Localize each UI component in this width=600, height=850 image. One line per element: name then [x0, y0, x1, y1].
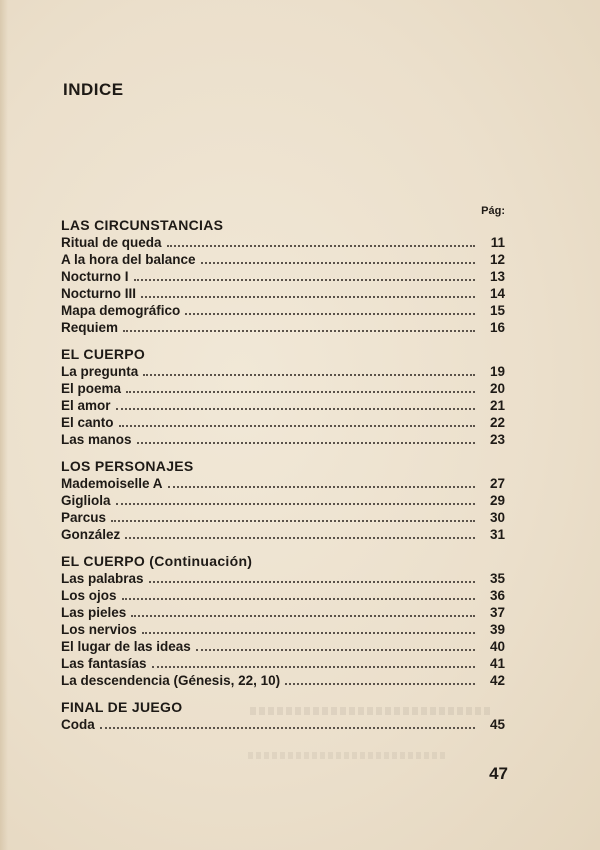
dot-leader	[141, 296, 475, 298]
entry-page-number: 12	[489, 252, 505, 267]
toc-entry	[61, 431, 505, 448]
dot-leader	[196, 649, 475, 651]
entry-title: La descendencia (Génesis, 22, 10)	[61, 673, 281, 688]
entry-page-number: 40	[489, 639, 505, 654]
toc-entry	[61, 526, 505, 543]
entry-title: Mapa demográfico	[61, 303, 181, 318]
entry-page-number: 37	[489, 605, 505, 620]
page-edge-shadow	[0, 0, 8, 850]
entry-title: Mademoiselle A	[61, 476, 163, 491]
toc-entry	[61, 604, 505, 621]
toc-section	[61, 216, 505, 336]
entry-page-number: 11	[490, 235, 505, 250]
entry-page-number: 21	[489, 398, 505, 413]
dot-leader	[142, 632, 475, 634]
dot-leader	[126, 391, 475, 393]
entry-title: Parcus	[61, 510, 107, 525]
dot-leader	[123, 330, 475, 332]
page-number: 47	[489, 764, 508, 783]
entry-title: Nocturno III	[61, 286, 136, 301]
entry-page-number: 30	[489, 510, 505, 525]
toc-entry	[61, 621, 505, 638]
entry-page-number: 39	[489, 622, 505, 637]
entry-title: Las palabras	[61, 571, 144, 586]
table-of-contents	[61, 216, 505, 742]
toc-entry	[61, 587, 505, 604]
toc-entry	[61, 363, 505, 380]
section-title: EL CUERPO (Continuación)	[61, 553, 253, 569]
entry-title: El lugar de las ideas	[61, 639, 191, 654]
dot-leader	[201, 262, 475, 264]
entry-title: Las fantasías	[61, 656, 147, 671]
section-title: LAS CIRCUNSTANCIAS	[61, 217, 224, 233]
entry-page-number: 22	[489, 415, 505, 430]
section-title: LOS PERSONAJES	[61, 458, 194, 474]
toc-entry	[61, 414, 505, 431]
toc-entry	[61, 638, 505, 655]
dot-leader	[111, 520, 475, 522]
toc-section	[61, 698, 505, 733]
dot-leader	[149, 581, 475, 583]
toc-section	[61, 457, 505, 543]
entry-title: La pregunta	[61, 364, 139, 379]
entry-page-number: 42	[489, 673, 505, 688]
toc-entry	[61, 397, 505, 414]
entry-title: Coda	[61, 717, 95, 732]
dot-leader	[122, 598, 475, 600]
entry-page-number: 31	[489, 527, 505, 542]
dot-leader	[143, 374, 475, 376]
entry-title: González	[61, 527, 121, 542]
entry-page-number: 23	[489, 432, 505, 447]
toc-entry	[61, 285, 505, 302]
toc-entry	[61, 380, 505, 397]
section-title: FINAL DE JUEGO	[61, 699, 183, 715]
entry-page-number: 41	[489, 656, 505, 671]
dot-leader	[100, 727, 475, 729]
dot-leader	[152, 666, 475, 668]
toc-entry	[61, 251, 505, 268]
show-through-text	[250, 707, 490, 715]
dot-leader	[116, 503, 475, 505]
toc-section	[61, 345, 505, 448]
entry-page-number: 45	[489, 717, 505, 732]
section-title: EL CUERPO	[61, 346, 146, 362]
entry-page-number: 13	[489, 269, 505, 284]
entry-page-number: 29	[489, 493, 505, 508]
dot-leader	[167, 245, 475, 247]
toc-entry	[61, 570, 505, 587]
toc-section	[61, 552, 505, 689]
entry-title: Los nervios	[61, 622, 137, 637]
entry-title: El amor	[61, 398, 111, 413]
entry-title: Nocturno I	[61, 269, 129, 284]
entry-page-number: 36	[489, 588, 505, 603]
dot-leader	[119, 425, 475, 427]
dot-leader	[125, 537, 475, 539]
entry-title: Gigliola	[61, 493, 111, 508]
toc-entry	[61, 492, 505, 509]
dot-leader	[134, 279, 476, 281]
entry-title: El poema	[61, 381, 122, 396]
entry-title: Las pieles	[61, 605, 127, 620]
toc-entry	[61, 509, 505, 526]
toc-entry	[61, 319, 505, 336]
entry-page-number: 20	[489, 381, 505, 396]
entry-title: Requiem	[61, 320, 119, 335]
entry-page-number: 19	[489, 364, 505, 379]
toc-entry	[61, 655, 505, 672]
dot-leader	[116, 408, 475, 410]
entry-title: Ritual de queda	[61, 235, 162, 250]
entry-page-number: 14	[489, 286, 505, 301]
entry-page-number: 15	[489, 303, 505, 318]
dot-leader	[285, 683, 475, 685]
page-column-label: Pág:	[481, 205, 505, 217]
toc-entry	[61, 268, 505, 285]
toc-entry	[61, 716, 505, 733]
dot-leader	[185, 313, 475, 315]
entry-page-number: 16	[489, 320, 505, 335]
entry-title: Las manos	[61, 432, 132, 447]
toc-entry	[61, 302, 505, 319]
show-through-text	[248, 752, 448, 759]
entry-page-number: 35	[489, 571, 505, 586]
toc-entry	[61, 672, 505, 689]
entry-title: A la hora del balance	[61, 252, 196, 267]
entry-page-number: 27	[489, 476, 505, 491]
dot-leader	[131, 615, 475, 617]
dot-leader	[168, 486, 475, 488]
index-heading: INDICE	[63, 80, 124, 99]
toc-entry	[61, 234, 505, 251]
toc-entry	[61, 475, 505, 492]
entry-title: El canto	[61, 415, 114, 430]
entry-title: Los ojos	[61, 588, 117, 603]
dot-leader	[137, 442, 475, 444]
